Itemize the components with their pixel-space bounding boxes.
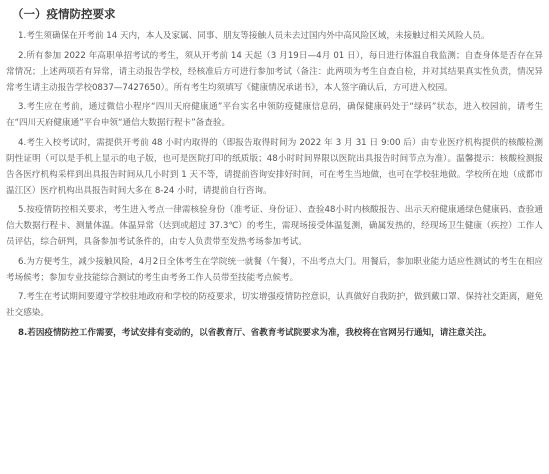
paragraph-4: 4.考生入校考试时，需提供开考前 48 小时内取得的（即报告取得时间为 2022 年 3 月 31 日 9:00 后）由专业医疗机构提供的核酸检测阴性证明（可以是手机上显示的电子版，也可是医院打印的纸质版；48小时时间界限以医院出具报告时间节点为准）。温馨提示：核酸检测报告各医疗机构采样到出具报告时间从几小时到 1 天不等，请提前咨询安排好时间，可在考生当地做，也可在学校驻地做。学校所在地（成都市温江区）医疗机构出具报告时间大多在 8-24 小时，请提前自行咨询。 [6, 137, 543, 196]
paragraph-5: 5.按疫情防控相关要求，考生进入考点一律需核验身份（准考证、身份证）、查验48小时内核酸报告、出示天府健康通绿色健康码、查验通信大数据行程卡、测量体温。体温异常（达到或超过 37.3℃）的考生，需现场接受体温复测，确属发热的，经现场卫生健康（疾控）工作人员评估，综合研判，具备参加考试条件的，由专人负责带至发热考场参加考试。 [6, 205, 543, 247]
paragraph-6: 6.为方便考生，减少接触风险，4月2日全体考生在学院统一就餐（午餐），不出考点大门。用餐后，参加职业能力适应性测试的考生在相应考场候考；参加专业技能综合测试的考生由考务工作人员带至技能考点候考。 [6, 256, 543, 283]
section-heading: （一）疫情防控要求 [12, 7, 116, 21]
paragraph-2: 2.所有参加 2022 年高职单招考试的考生，须从开考前 14 天起（3 月19日—4月 01 日），每日进行体温自我监测；自查身体是否存在异常情况；上述两项若有异常，请主动报告学校，经核准后方可进行参加考试（备注：此两项为考生自查自检，并对其结果真实性负责，情况异常考生请主动报告学校0837—7427650）。所有考生均须填写《健康情况承诺书》，本人签字确认后，方可进入校园。 [6, 50, 543, 93]
paragraph-1: 1.考生须确保在开考前 14 天内，本人及家属、同事、朋友等接触人员未去过国内外中高风险区域，未接触过相关风险人员。 [18, 31, 490, 41]
paragraph-7: 7.考生在考试期间要遵守学校驻地政府和学校的防疫要求，切实增强疫情防控意识，认真做好自我防护，做到戴口罩、保持社交距离，避免社交感染。 [6, 292, 543, 318]
paragraph-3: 3.考生应在考前，通过微信小程序“四川天府健康通”平台实名申领防疫健康信息码，确保健康码处于“绿码”状态，进入校园前，请考生在“四川天府健康通”平台申领“通信大数据行程卡”备查验。 [6, 102, 543, 128]
paragraph-8: 8.若因疫情防控工作需要，考试安排有变动的，以省教育厅、省教育考试院要求为准，我校将在官网另行通知，请注意关注。 [18, 327, 492, 338]
